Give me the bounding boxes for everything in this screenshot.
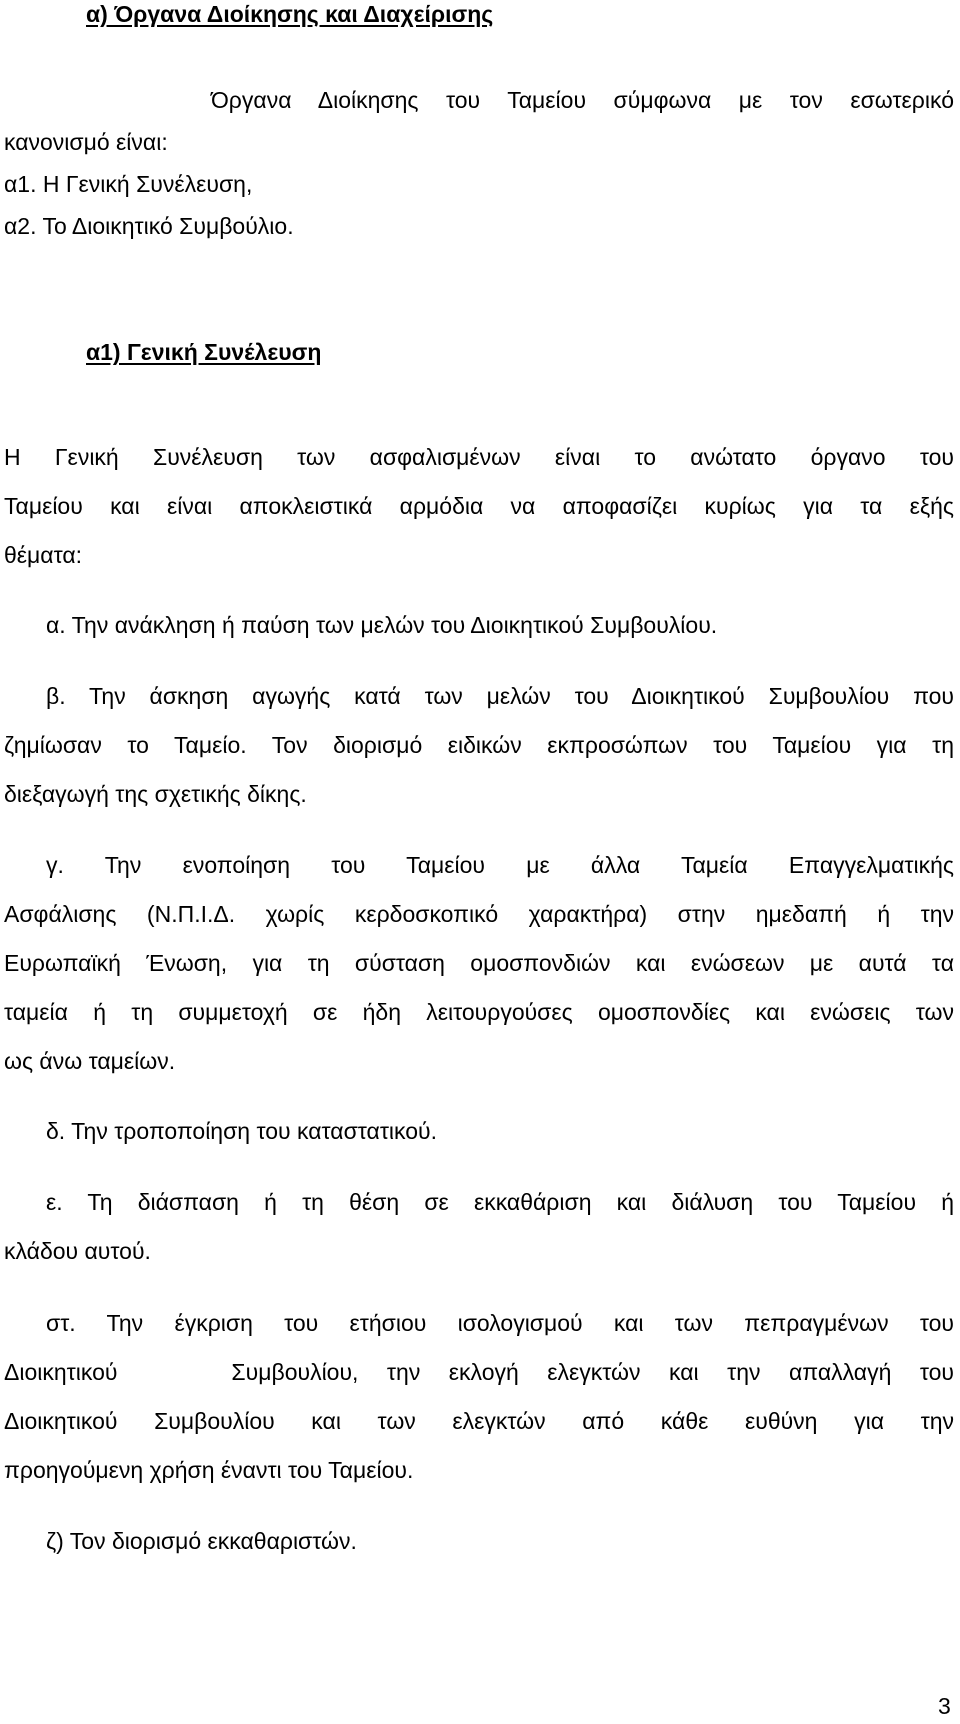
item-b-line-2: ζημίωσαν το Ταμείο. Τον διορισμό ειδικών εκπροσώπων του Ταμείου για τη: [4, 732, 954, 758]
item-c-line-5: ως άνω ταμείων.: [4, 1048, 176, 1074]
item-st-line-3: Διοικητικού Συμβουλίου και των ελεγκτών από κάθε ευθύνη για την: [4, 1408, 954, 1434]
intro-line-1: Όργανα Διοίκησης του Ταμείου σύμφωνα με τον εσωτερικό: [211, 87, 954, 113]
item-c-line-2: Ασφάλισης (Ν.Π.Ι.Δ. χωρίς κερδοσκοπικό χαρακτήρα) στην ημεδαπή ή την: [4, 901, 954, 927]
intro-line-2: κανονισμό είναι:: [4, 129, 168, 155]
item-e-line-2: κλάδου αυτού.: [4, 1238, 151, 1264]
item-c-line-4: ταμεία ή τη συμμετοχή σε ήδη λειτουργούσες ομοσπονδίες και ενώσεις των: [4, 999, 954, 1025]
section-heading: α) Όργανα Διοίκησης και Διαχείρισης: [86, 1, 494, 27]
subsection-heading: α1) Γενική Συνέλευση: [86, 339, 322, 365]
general-assembly-line-3: θέματα:: [4, 542, 83, 568]
intro-item-1: α1. Η Γενική Συνέλευση,: [4, 171, 253, 197]
general-assembly-line-1: Η Γενική Συνέλευση των ασφαλισμένων είναι το ανώτατο όργανο του: [4, 444, 954, 470]
item-c-line-3: Ευρωπαϊκή Ένωση, για τη σύσταση ομοσπονδιών και ενώσεων με αυτά τα: [4, 950, 954, 976]
item-b-line-1: β. Την άσκηση αγωγής κατά των μελών του Διοικητικού Συμβουλίου που: [46, 683, 954, 709]
item-c-line-1: γ. Την ενοποίηση του Ταμείου με άλλα Ταμεία Επαγγελματικής: [46, 852, 954, 878]
item-a-line-1: α. Την ανάκληση ή παύση των μελών του Διοικητικού Συμβουλίου.: [46, 612, 718, 638]
intro-item-2: α2. Το Διοικητικό Συμβούλιο.: [4, 213, 294, 239]
item-b-line-3: διεξαγωγή της σχετικής δίκης.: [4, 781, 307, 807]
item-d-line-1: δ. Την τροποποίηση του καταστατικού.: [46, 1118, 437, 1144]
item-e-line-1: ε. Τη διάσπαση ή τη θέση σε εκκαθάριση και διάλυση του Ταμείου ή: [46, 1189, 954, 1215]
item-st-line-4: προηγούμενη χρήση έναντι του Ταμείου.: [4, 1457, 414, 1483]
item-z-line-1: ζ) Τον διορισμό εκκαθαριστών.: [46, 1528, 357, 1554]
item-st-line-1: στ. Την έγκριση του ετήσιου ισολογισμού και των πεπραγμένων του: [46, 1310, 954, 1336]
general-assembly-line-2: Ταμείου και είναι αποκλειστικά αρμόδια να αποφασίζει κυρίως για τα εξής: [4, 493, 954, 519]
page-number: 3: [938, 1693, 951, 1719]
item-st-line-2: Διοικητικού Συμβουλίου, την εκλογή ελεγκτών και την απαλλαγή του: [4, 1359, 954, 1385]
